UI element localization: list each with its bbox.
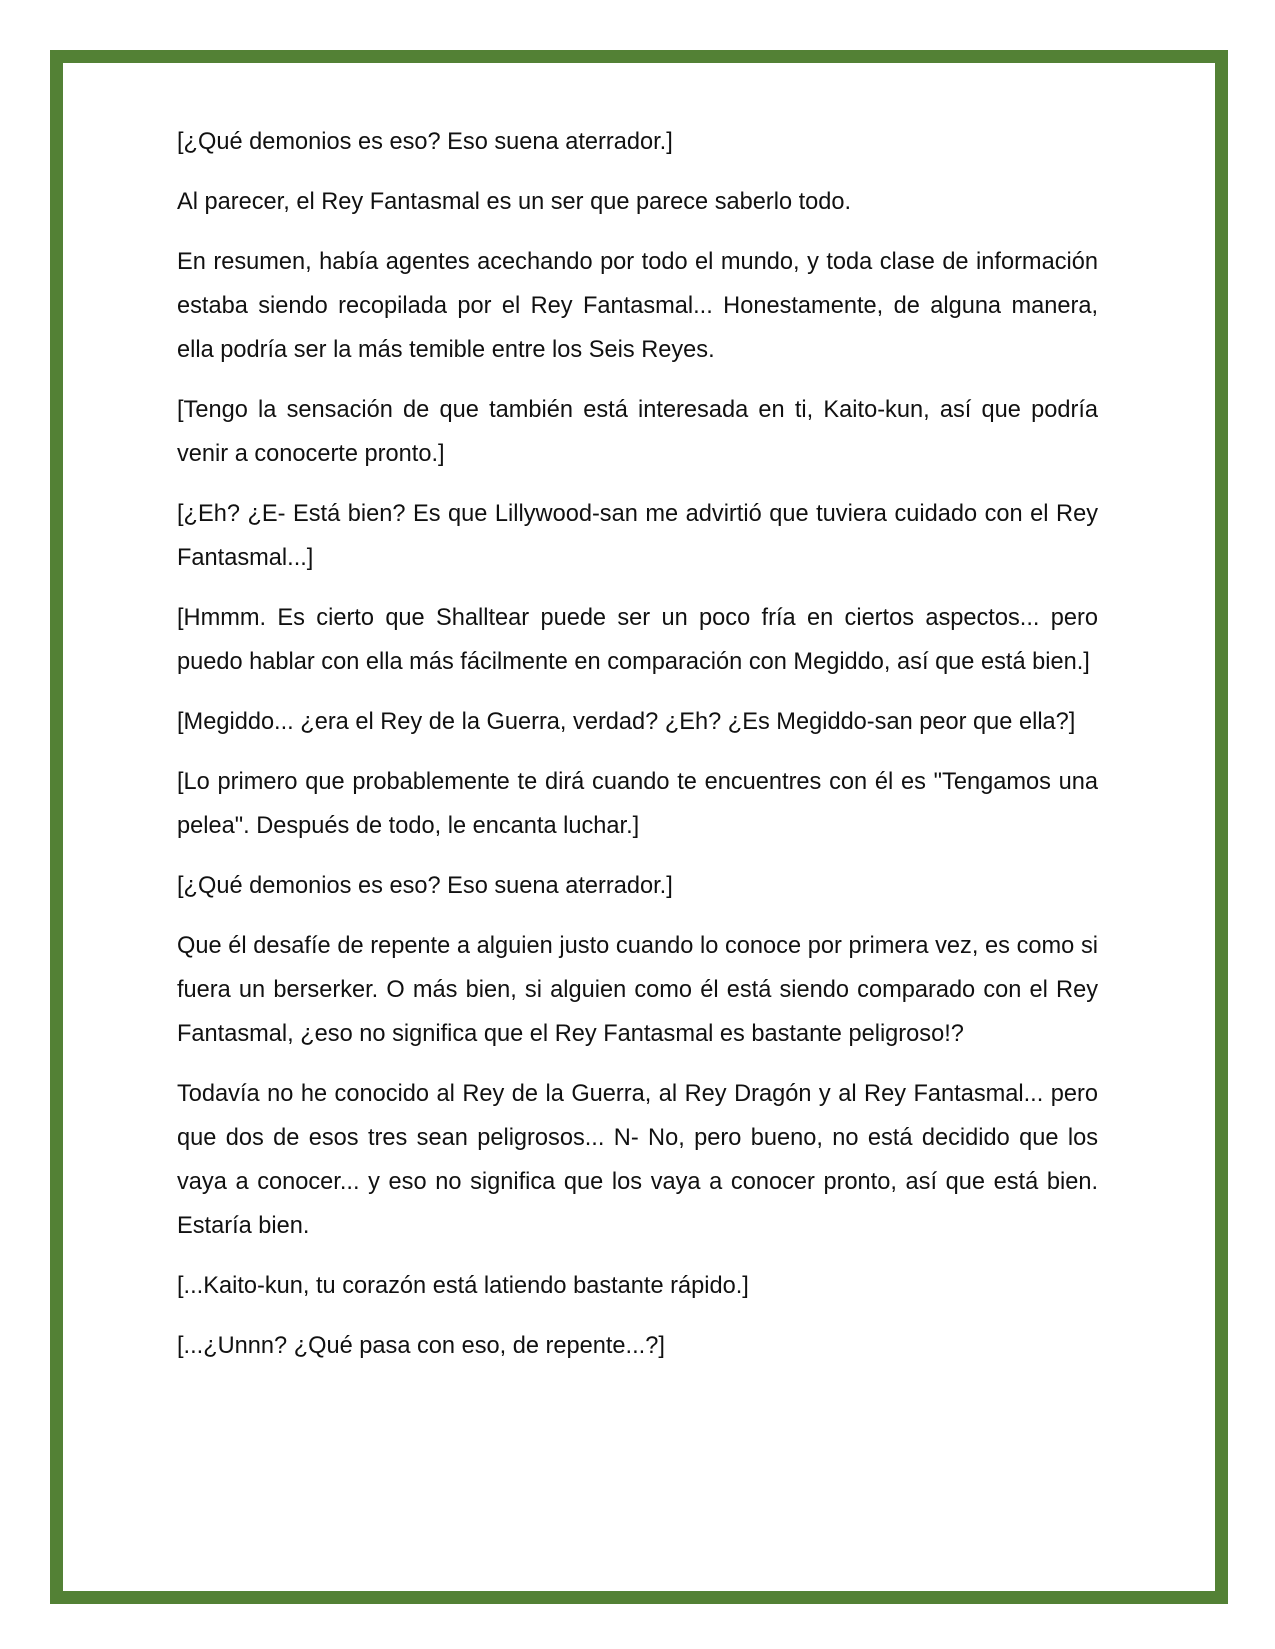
paragraph: [Lo primero que probablemente te dirá cuando te encuentres con él es "Tengamos una pelea". Después de todo, le encanta luchar.]: [177, 769, 1098, 839]
document-body: [177, 120, 1098, 1384]
paragraph: [...¿Unnn? ¿Qué pasa con eso, de repente...?]: [177, 1333, 665, 1359]
paragraph: [Hmmm. Es cierto que Shalltear puede ser un poco fría en ciertos aspectos... pero puedo hablar con ella más fácilmente en comparación con Megiddo, así que está bien.]: [177, 605, 1098, 675]
paragraph: [...Kaito-kun, tu corazón está latiendo bastante rápido.]: [177, 1273, 749, 1299]
paragraph: Todavía no he conocido al Rey de la Guerra, al Rey Dragón y al Rey Fantasmal... pero que dos de esos tres sean peligrosos... N- No, pero bueno, no está decidido que los vaya a conocer... y eso no significa que los vaya a conocer pronto, así que está bien. Estaría bien.: [177, 1081, 1098, 1239]
paragraph: [¿Qué demonios es eso? Eso suena aterrador.]: [177, 129, 673, 155]
paragraph: Al parecer, el Rey Fantasmal es un ser que parece saberlo todo.: [177, 189, 852, 215]
paragraph: [Megiddo... ¿era el Rey de la Guerra, verdad? ¿Eh? ¿Es Megiddo-san peor que ella?]: [177, 709, 1076, 735]
paragraph: Que él desafíe de repente a alguien justo cuando lo conoce por primera vez, es como si fuera un berserker. O más bien, si alguien como él está siendo comparado con el Rey Fantasmal, ¿eso no significa que el Rey Fantasmal es bastante peligroso!?: [177, 933, 1098, 1047]
paragraph: En resumen, había agentes acechando por todo el mundo, y toda clase de información estaba siendo recopilada por el Rey Fantasmal... Honestamente, de alguna manera, ella podría ser la más temible entre los Seis Reyes.: [177, 249, 1098, 363]
paragraph: [¿Eh? ¿E- Está bien? Es que Lillywood-san me advirtió que tuviera cuidado con el Rey Fantasmal...]: [177, 501, 1098, 571]
paragraph: [¿Qué demonios es eso? Eso suena aterrador.]: [177, 873, 673, 899]
paragraph: [Tengo la sensación de que también está interesada en ti, Kaito-kun, así que podría venir a conocerte pronto.]: [177, 397, 1098, 467]
